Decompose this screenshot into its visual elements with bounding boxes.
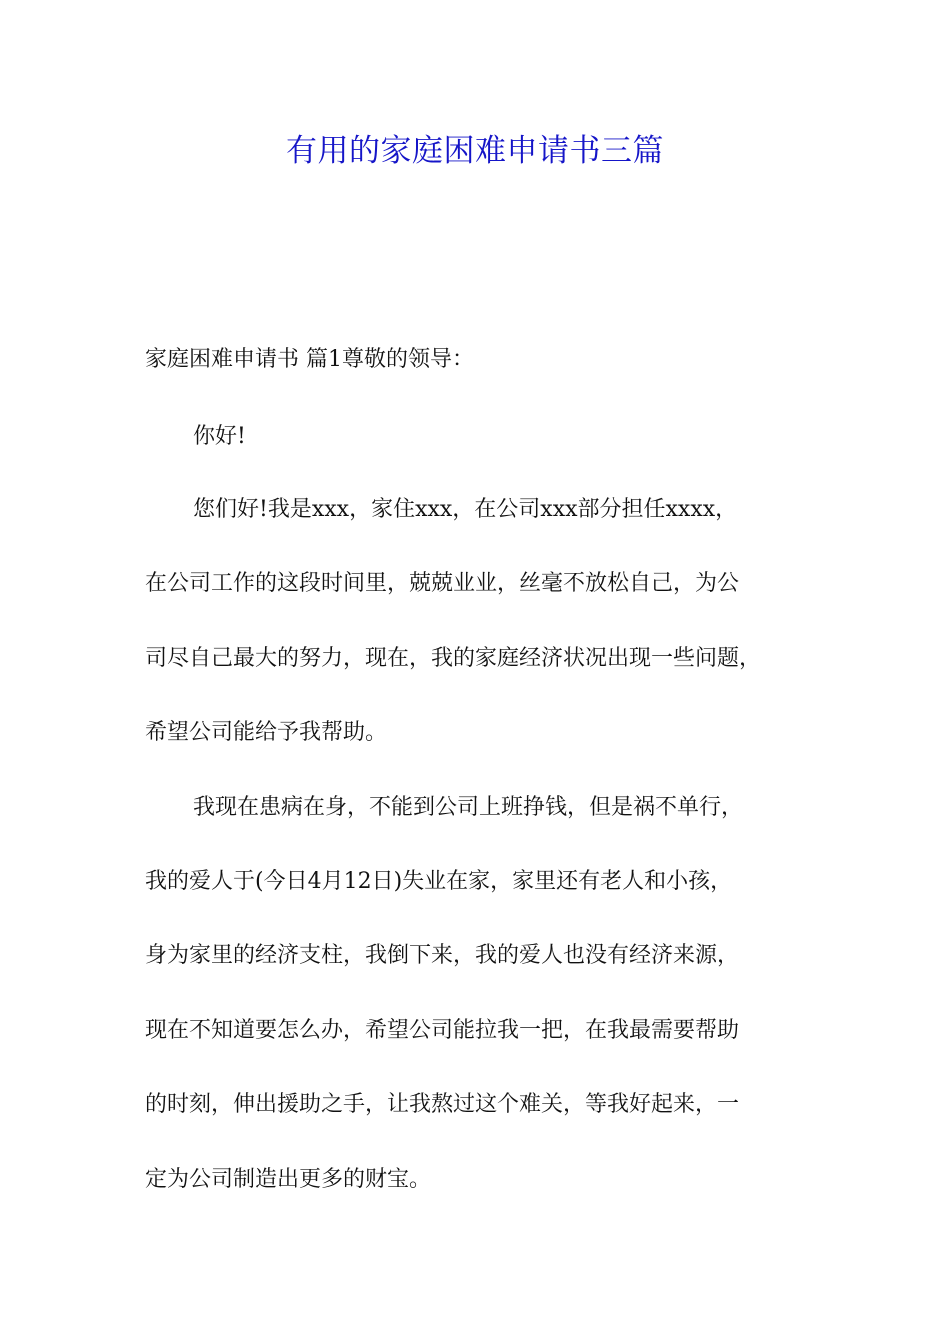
text-line: 身为家里的经济支柱，我倒下来，我的爱人也没有经济来源， <box>145 943 740 968</box>
text-line: 的时刻，伸出援助之手，让我熬过这个难关，等我好起来，一 <box>145 1092 740 1117</box>
document-title: 有用的家庭困难申请书三篇 <box>286 133 664 169</box>
text-line: 您们好!我是xxx，家住xxx，在公司xxx部分担任xxxx， <box>193 497 738 522</box>
text-line: 司尽自己最大的努力，现在，我的家庭经济状况出现一些问题， <box>145 646 762 671</box>
text-line: 现在不知道要怎么办，希望公司能拉我一把，在我最需要帮助 <box>145 1018 740 1043</box>
text-line: 希望公司能给予我帮助。 <box>145 720 388 745</box>
text-line: 我现在患病在身，不能到公司上班挣钱，但是祸不单行， <box>193 795 744 820</box>
text-line: 我的爱人于(今日4月12日)失业在家，家里还有老人和小孩， <box>145 869 733 894</box>
text-line-salutation: 家庭困难申请书 篇1尊敬的领导： <box>145 347 474 372</box>
text-line: 在公司工作的这段时间里，兢兢业业，丝毫不放松自己，为公 <box>145 571 740 596</box>
text-line-greeting: 你好! <box>193 424 246 449</box>
text-line: 定为公司制造出更多的财宝。 <box>145 1167 432 1192</box>
